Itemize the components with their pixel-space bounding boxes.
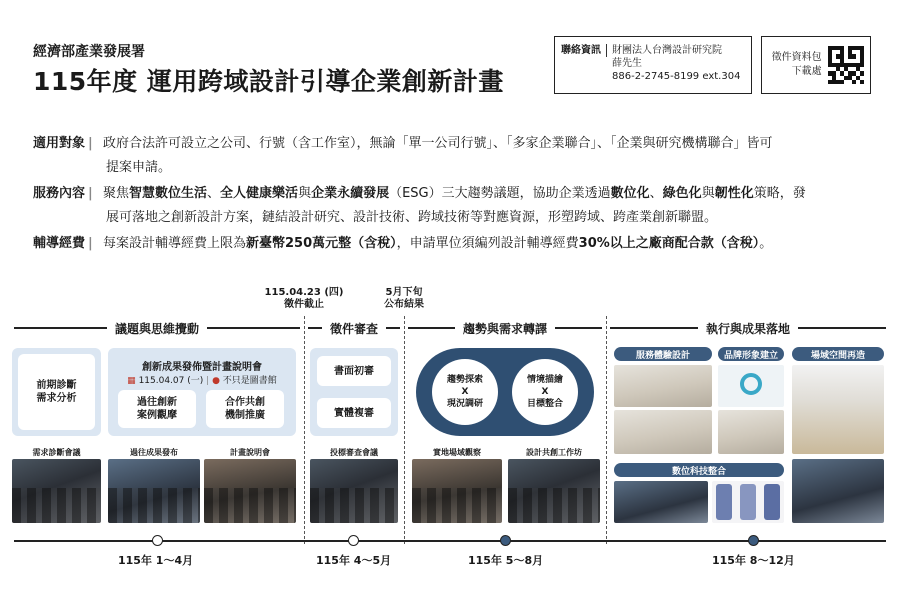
services-text-2: 展可落地之創新設計方案，鏈結設計研究、設計技術、跨域技術等對應資源，形塑跨域、跨產業創新聯盟。 (106, 210, 718, 225)
calendar-icon: ▦ (127, 376, 136, 386)
circle-trend-research: 趨勢探索 X 現況調研 (432, 359, 498, 425)
qr-code-icon[interactable] (828, 46, 864, 84)
image-mobile-app (712, 481, 784, 523)
image-brand-application (718, 410, 784, 454)
timeline-dot-4 (748, 535, 759, 546)
contact-org: 財團法人台灣設計研究院 (612, 45, 722, 56)
page-title: 115年度 運用跨域設計引導企業創新計畫 (33, 67, 504, 96)
contact-box (554, 36, 752, 94)
timeline-dot-2 (348, 535, 359, 546)
card-case-study: 過往創新 案例觀摩 (118, 390, 196, 428)
photo-diagnosis-meeting (12, 459, 101, 523)
review-panel (310, 348, 398, 436)
funding-key: 輔導經費 (33, 236, 86, 251)
image-space-interior (792, 365, 884, 454)
phase-header-4: 執行與成果落地 (610, 320, 886, 336)
photo-caption: 計畫說明會 (230, 448, 270, 457)
milestone-deadline: 115.04.23 (四) 徵件截止 (264, 287, 344, 310)
image-digital-dashboard (614, 481, 708, 523)
card-collaboration: 合作共創 機制推廣 (206, 390, 284, 428)
image-brand-logo (718, 365, 784, 407)
card-onsite-review: 實體複審 (317, 398, 391, 428)
download-box[interactable] (761, 36, 871, 94)
photo-caption: 設計共創工作坊 (526, 448, 582, 457)
phase-header-3: 趨勢與需求轉譯 (408, 320, 602, 336)
pill-branding: 品牌形象建立 (718, 347, 784, 361)
phase-header-2: 徵件審查 (308, 320, 400, 336)
photo-results-release (108, 459, 200, 523)
card-diagnosis: 前期診斷 需求分析 (18, 354, 95, 430)
trend-panel (416, 348, 594, 436)
info-services: 服務內容 | 聚焦智慧數位生活、全人健康樂活與企業永續發展（ESG）三大趨勢議題，協助企業透過數位化、綠色化與韌性化策略，發 展可落地之創新設計方案，鏈結設計研究、設計技術、跨域技術等對應資源，形塑跨域、跨產業創新聯盟。 (33, 182, 873, 230)
pill-digital-tech: 數位科技整合 (614, 463, 784, 477)
funding-text: 每案設計輔導經費上限為新臺幣250萬元整（含稅），申請單位須編列設計輔導經費30%以上之廠商配合款（含稅）。 (103, 236, 773, 251)
milestone-results: 5月下旬 公布結果 (384, 287, 424, 310)
period-label-3: 115年 5〜8月 (468, 554, 544, 567)
divider-execution (606, 316, 607, 544)
image-service-journey (614, 410, 712, 454)
image-service-blueprint (614, 365, 712, 407)
card-paper-review: 書面初審 (317, 356, 391, 386)
event-title: 創新成果發佈暨計畫說明會 (142, 362, 262, 373)
pill-space-redesign: 場域空間再造 (792, 347, 884, 361)
photo-site-observation (412, 459, 502, 523)
photo-cocreation-workshop (508, 459, 600, 523)
period-label-1: 115年 1〜4月 (118, 554, 194, 567)
info-funding: 輔導經費 | 每案設計輔導經費上限為新臺幣250萬元整（含稅），申請單位須編列設計輔導經費30%以上之廠商配合款（含稅）。 (33, 232, 873, 256)
photo-briefing (204, 459, 296, 523)
eligibility-key: 適用對象 (33, 136, 86, 151)
organization-name: 經濟部產業發展署 (33, 44, 145, 60)
services-text: 聚焦智慧數位生活、全人健康樂活與企業永續發展（ESG）三大趨勢議題，協助企業透過數位化、綠色化與韌性化策略，發 (103, 186, 806, 201)
contact-phone: 886-2-2745-8199 ext.304 (612, 71, 741, 82)
event-panel (108, 348, 296, 436)
location-pin-icon: ● (212, 376, 220, 386)
period-label-4: 115年 8〜12月 (712, 554, 795, 567)
pill-service-design: 服務體驗設計 (614, 347, 712, 361)
contact-person: 薛先生 (612, 58, 642, 69)
event-meta: ▦ 115.04.07 (一) | ● 不只是圖書館 (127, 376, 277, 386)
contact-label: 聯絡資訊 (561, 44, 607, 57)
info-eligibility: 適用對象 | 政府合法許可設立之公司、行號（含工作室），無論「單一公司行號」、「多家企業聯合」、「企業與研究機構聯合」皆可 提案申請。 (33, 132, 873, 180)
diagnosis-panel (12, 348, 101, 436)
phase-header-1: 議題與思維攪動 (14, 320, 300, 336)
image-exhibition-space (792, 459, 884, 523)
eligibility-text: 政府合法許可設立之公司、行號（含工作室），無論「單一公司行號」、「多家企業聯合」、「企業與研究機構聯合」皆可 (103, 136, 773, 151)
period-label-2: 115年 4〜5月 (316, 554, 392, 567)
services-key: 服務內容 (33, 186, 86, 201)
divider-results (404, 316, 405, 544)
timeline-dot-3 (500, 535, 511, 546)
photo-caption: 過往成果發布 (130, 448, 178, 457)
eligibility-text-2: 提案申請。 (106, 160, 172, 175)
download-label-1: 徵件資料包 (771, 52, 822, 63)
timeline-dot-1 (152, 535, 163, 546)
download-label-2: 下載處 (791, 66, 822, 77)
photo-caption: 需求診斷會議 (32, 448, 81, 457)
divider-deadline (304, 316, 305, 544)
photo-caption: 投標審查會議 (330, 448, 378, 457)
photo-caption: 實地場域觀察 (433, 448, 481, 457)
circle-scenario-goal: 情境描繪 X 目標整合 (512, 359, 578, 425)
photo-review-meeting (310, 459, 398, 523)
